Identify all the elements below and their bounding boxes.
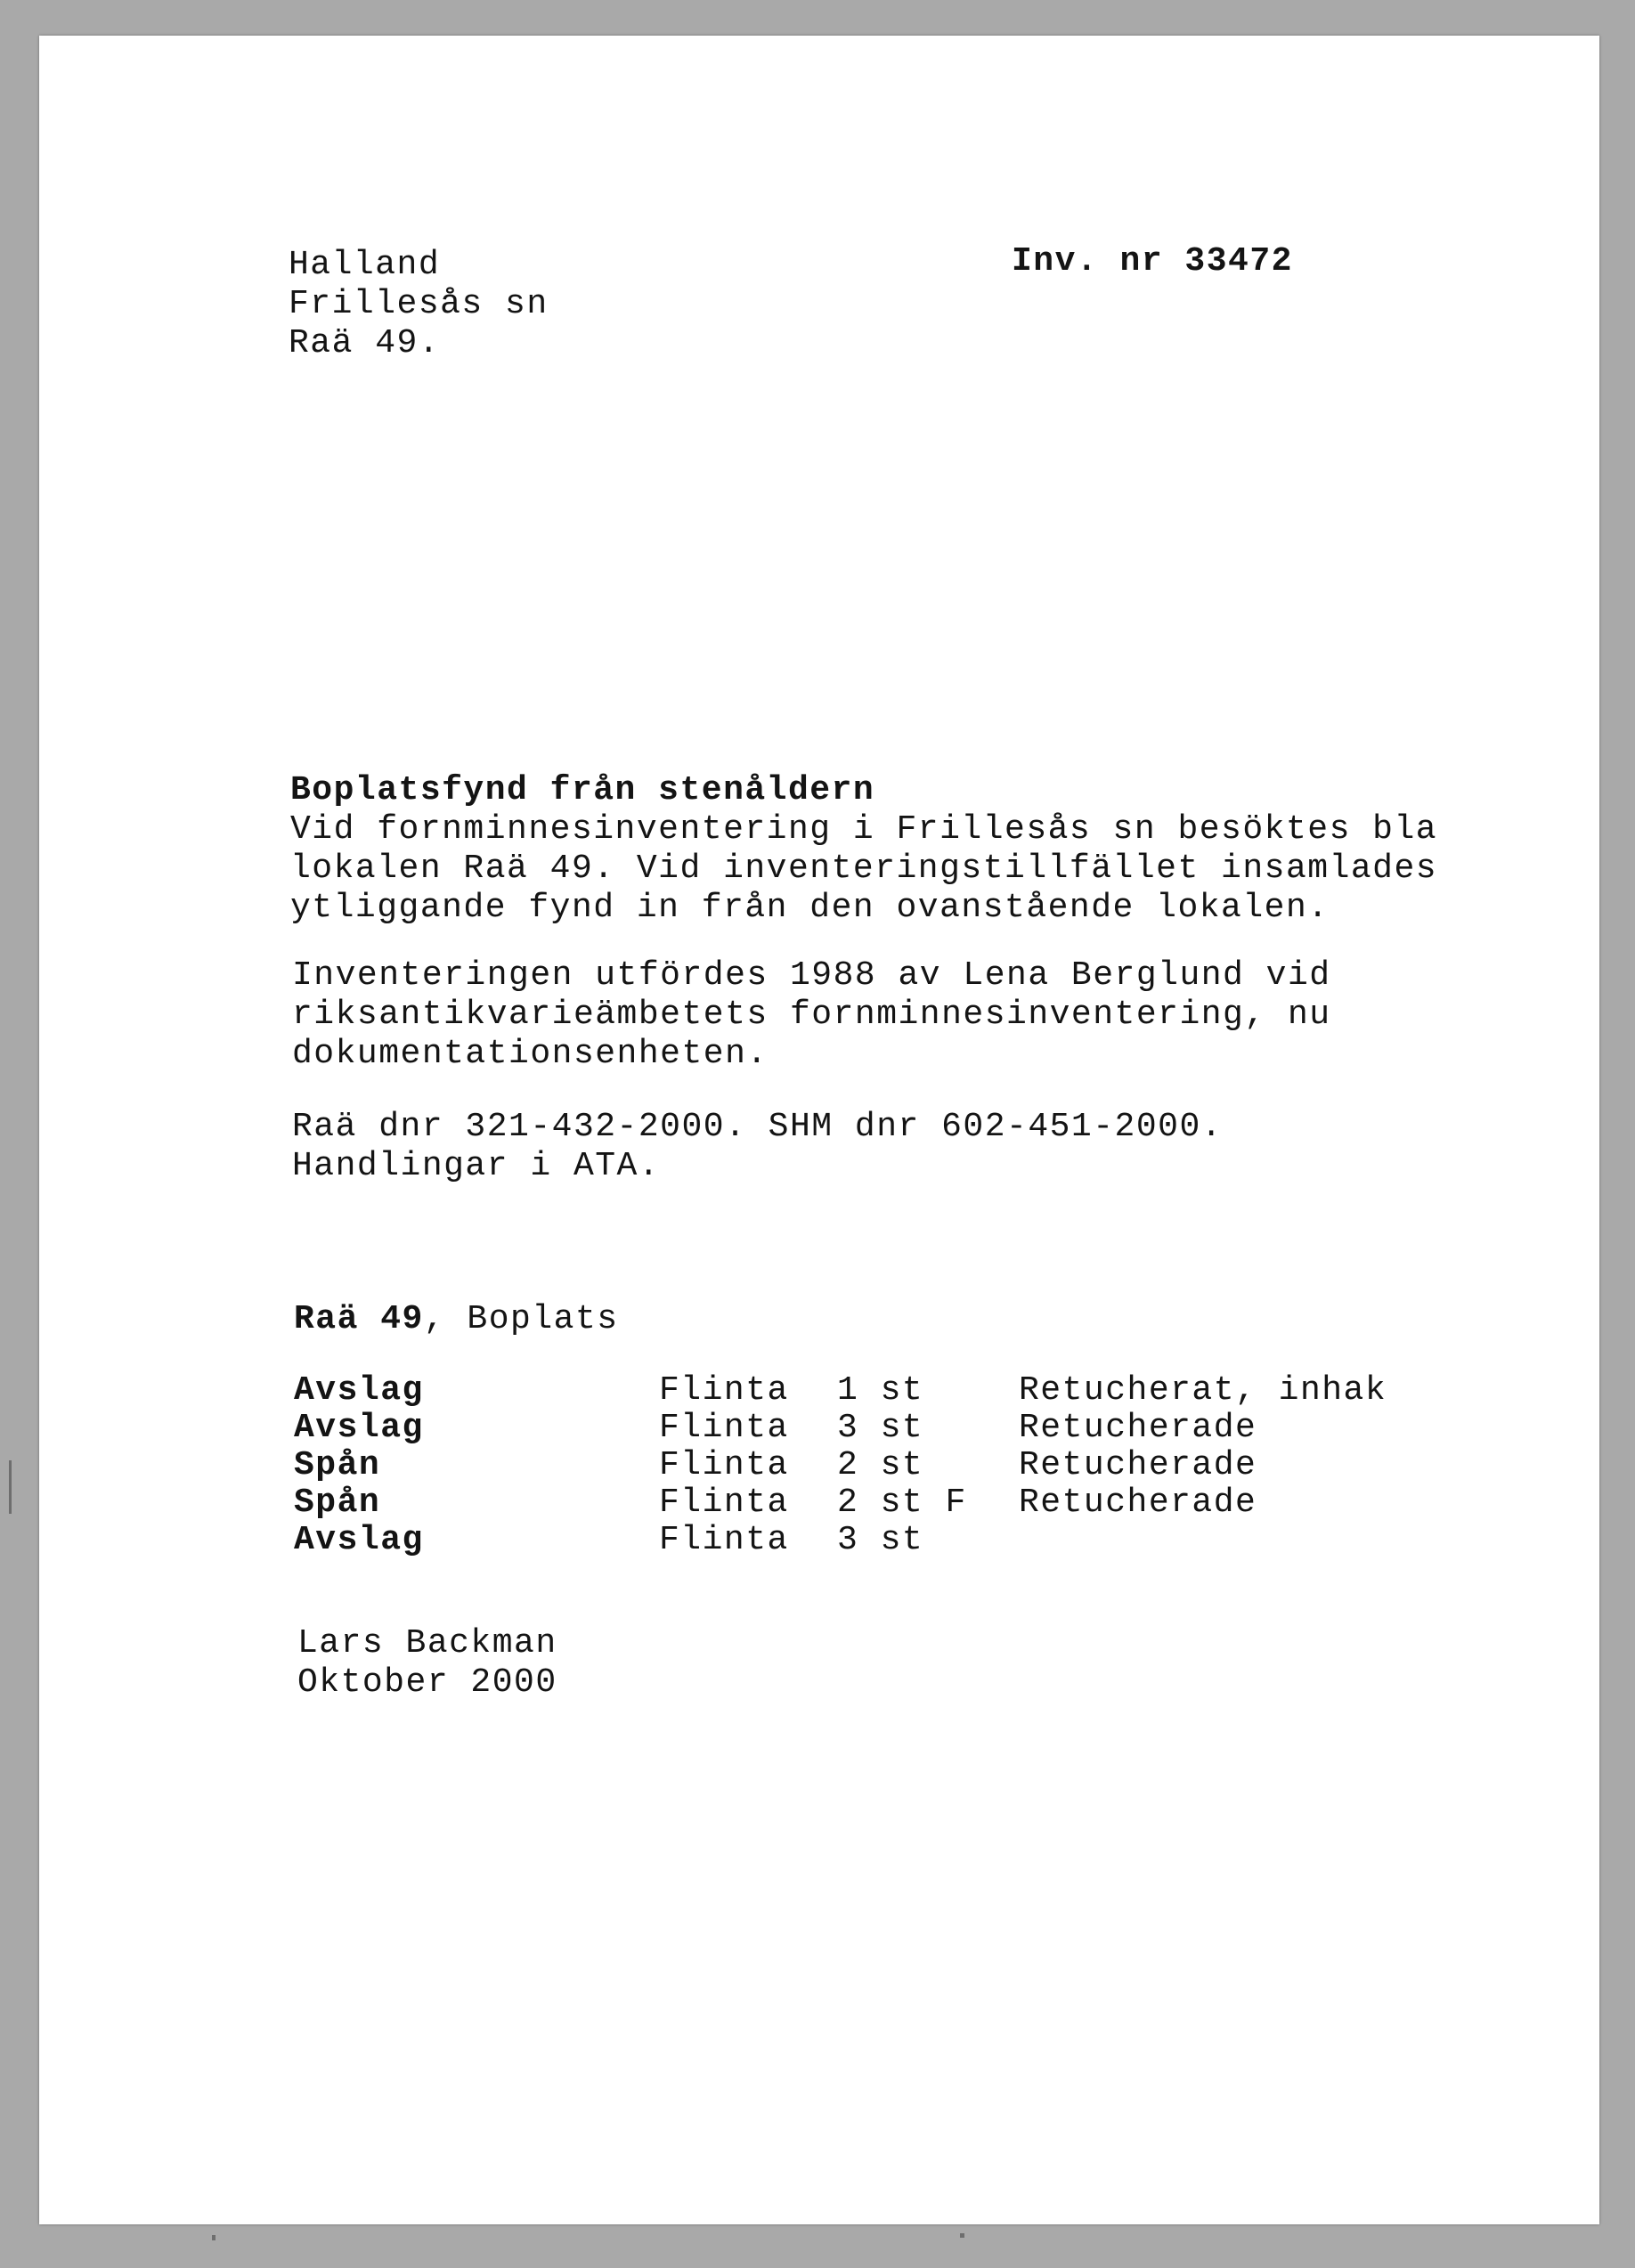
site-heading-id: Raä 49 — [294, 1300, 424, 1338]
inventory-number: Inv. nr 33472 — [1012, 242, 1293, 280]
findings-table — [294, 1371, 1452, 1576]
reference-line: Raä dnr 321-432-2000. SHM dnr 602-451-2000. — [292, 1108, 1224, 1146]
paragraph2-line: dokumentationsenheten. — [292, 1035, 769, 1073]
find-material: Flinta — [659, 1409, 789, 1447]
paragraph1-line: lokalen Raä 49. Vid inventeringstillfället insamlades — [290, 849, 1438, 888]
find-type: Avslag — [294, 1409, 424, 1447]
signature-block — [297, 1624, 557, 1703]
location-block — [289, 246, 549, 363]
site-heading — [294, 1300, 619, 1339]
find-material: Flinta — [659, 1521, 789, 1559]
find-note: Retucherat, inhak — [1019, 1371, 1387, 1410]
find-count: 1 st — [837, 1371, 924, 1410]
site-heading-type: , Boplats — [423, 1300, 619, 1338]
paragraph2-line: riksantikvarieämbetets fornminnesinventering, nu — [292, 996, 1331, 1034]
archive-line: Handlingar i ATA. — [292, 1147, 661, 1185]
parish-line: Frillesås sn — [289, 285, 549, 323]
paragraph1-line: ytliggande fynd in från den ovanstående lokalen. — [290, 889, 1330, 927]
intro-section — [290, 771, 1437, 928]
section-title: Boplatsfynd från stenåldern — [290, 771, 875, 809]
paragraph2-line: Inventeringen utfördes 1988 av Lena Berglund vid — [292, 956, 1331, 995]
find-count: 2 st — [837, 1446, 924, 1484]
paragraph1-line: Vid fornminnesinventering i Frillesås sn besöktes bla — [290, 810, 1438, 849]
find-note: Retucherade — [1019, 1409, 1257, 1447]
find-count: 2 st F — [837, 1484, 967, 1522]
find-material: Flinta — [659, 1371, 789, 1410]
paragraph2 — [292, 956, 1331, 1074]
find-type: Avslag — [294, 1521, 424, 1559]
find-type: Avslag — [294, 1371, 424, 1410]
author-name: Lars Backman — [297, 1624, 557, 1662]
find-material: Flinta — [659, 1446, 789, 1484]
find-material: Flinta — [659, 1484, 789, 1522]
site-id-line: Raä 49. — [289, 324, 441, 362]
find-note: Retucherade — [1019, 1446, 1257, 1484]
county-line: Halland — [289, 246, 441, 284]
document-page — [39, 36, 1599, 2224]
find-count: 3 st — [837, 1409, 924, 1447]
paragraph3 — [292, 1108, 1223, 1186]
dust-speck — [960, 2233, 964, 2238]
dust-speck — [212, 2235, 216, 2240]
find-note: Retucherade — [1019, 1484, 1257, 1522]
find-type: Spån — [294, 1484, 381, 1522]
find-count: 3 st — [837, 1521, 924, 1559]
signature-date: Oktober 2000 — [297, 1663, 557, 1702]
dust-speck — [9, 1460, 12, 1514]
find-type: Spån — [294, 1446, 381, 1484]
